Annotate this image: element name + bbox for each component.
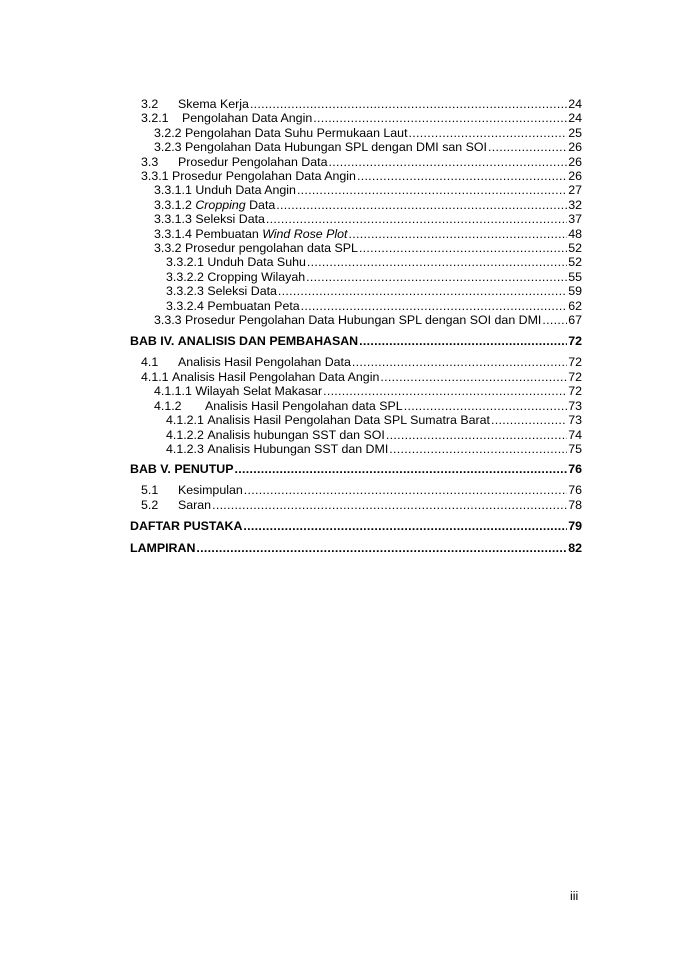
toc-entry-page: 27 bbox=[568, 183, 582, 197]
toc-title-segment: Prosedur Pengolahan Data Angin bbox=[172, 169, 356, 183]
dot-leader bbox=[313, 111, 567, 126]
toc-entry-title bbox=[207, 299, 299, 314]
toc-entry-page: 76 bbox=[568, 483, 582, 497]
toc-entry[interactable] bbox=[141, 155, 582, 170]
dot-leader bbox=[491, 413, 567, 428]
toc-entry-number: 5.2 bbox=[141, 498, 159, 512]
toc-entry[interactable] bbox=[154, 399, 582, 414]
page-number: iii bbox=[570, 889, 579, 903]
toc-entry-title bbox=[195, 198, 275, 213]
toc-entry-page: 72 bbox=[568, 370, 582, 384]
toc-entry-number: 4.1.2.3 bbox=[166, 442, 204, 456]
toc-entry-page: 82 bbox=[568, 541, 582, 555]
toc-entry-title bbox=[172, 169, 356, 184]
toc-entry-title bbox=[195, 227, 347, 242]
toc-title-segment: Skema Kerja bbox=[178, 97, 249, 111]
toc-title-segment: Data bbox=[245, 198, 276, 212]
toc-entry-page: 72 bbox=[568, 384, 582, 398]
toc-entry-title bbox=[178, 483, 243, 498]
toc-entry-page: 24 bbox=[568, 111, 582, 125]
dot-leader bbox=[386, 428, 567, 443]
toc-entry-number: 3.2 bbox=[141, 97, 159, 111]
toc-entry-number: BAB IV. bbox=[130, 334, 175, 348]
dot-leader bbox=[250, 97, 567, 112]
toc-title-segment: Unduh Data Angin bbox=[195, 183, 296, 197]
dot-leader bbox=[328, 155, 567, 170]
toc-entry[interactable] bbox=[154, 227, 582, 242]
toc-entry[interactable] bbox=[154, 241, 582, 256]
toc-entry[interactable] bbox=[154, 384, 582, 399]
toc-entry-number: 3.3 bbox=[141, 155, 159, 169]
toc-entry-number: 4.1.1.1 bbox=[154, 384, 192, 398]
toc-entry-page: 73 bbox=[568, 399, 582, 413]
toc-entry-page: 52 bbox=[568, 241, 582, 255]
toc-entry-page: 52 bbox=[568, 255, 582, 269]
toc-entry-title bbox=[178, 97, 249, 112]
dot-leader bbox=[306, 270, 567, 285]
toc-entry[interactable] bbox=[154, 126, 582, 141]
toc-title-segment: Unduh Data Suhu bbox=[207, 255, 306, 269]
dot-leader bbox=[266, 212, 567, 227]
dot-leader bbox=[488, 140, 567, 155]
toc-entry-page: 48 bbox=[568, 227, 582, 241]
toc-entry[interactable] bbox=[141, 355, 582, 370]
toc-title-segment: Wind Rose Plot bbox=[262, 227, 348, 241]
toc-title-segment: Pembuatan bbox=[195, 227, 263, 241]
toc-entry-page: 72 bbox=[568, 334, 582, 348]
toc-entry[interactable] bbox=[166, 270, 582, 285]
toc-entry-title bbox=[185, 241, 358, 256]
toc-entry-title bbox=[178, 334, 358, 349]
toc-entry-number: 4.1.2.2 bbox=[166, 428, 204, 442]
toc-entry-page: 26 bbox=[568, 169, 582, 183]
toc-entry-title bbox=[185, 313, 541, 328]
dot-leader bbox=[542, 313, 567, 328]
toc-entry-page: 79 bbox=[568, 519, 582, 533]
dot-leader bbox=[278, 284, 567, 299]
dot-leader bbox=[196, 541, 567, 556]
toc-title-segment: Cropping bbox=[195, 198, 246, 212]
toc-entry-title bbox=[172, 370, 379, 385]
toc-title-segment: Pengolahan Data Hubungan SPL dengan DMI san SOI bbox=[185, 140, 487, 154]
toc-entry-title bbox=[178, 355, 351, 370]
toc-entry[interactable] bbox=[141, 370, 582, 385]
toc-entry-title bbox=[207, 428, 385, 443]
toc-entry-number: BAB V. bbox=[130, 462, 171, 476]
toc-entry-page: 37 bbox=[568, 212, 582, 226]
toc-title-segment: Analisis Hasil Pengolahan Data SPL Sumatra Barat bbox=[207, 413, 490, 427]
toc-title-segment: DAFTAR PUSTAKA bbox=[130, 519, 243, 533]
toc-entry-page: 26 bbox=[568, 155, 582, 169]
toc-entry-number: 3.3.3 bbox=[154, 313, 182, 327]
toc-entry[interactable] bbox=[130, 519, 582, 534]
toc-entry-page: 72 bbox=[568, 355, 582, 369]
toc-entry[interactable] bbox=[154, 313, 582, 328]
dot-leader bbox=[297, 183, 567, 198]
toc-entry[interactable] bbox=[141, 169, 582, 184]
dot-leader bbox=[276, 198, 567, 213]
toc-entry-page: 32 bbox=[568, 198, 582, 212]
dot-leader bbox=[357, 169, 567, 184]
toc-entry-number: 4.1.1 bbox=[141, 370, 169, 384]
dot-leader bbox=[352, 355, 567, 370]
toc-entry-number: 5.1 bbox=[141, 483, 159, 497]
toc-entry-number: 3.2.2 bbox=[154, 126, 182, 140]
toc-entry[interactable] bbox=[166, 299, 582, 314]
toc-entry[interactable] bbox=[154, 212, 582, 227]
toc-entry-number: 3.3.1.2 bbox=[154, 198, 192, 212]
dot-leader bbox=[389, 442, 567, 457]
toc-entry-page: 73 bbox=[568, 413, 582, 427]
toc-entry[interactable] bbox=[166, 284, 582, 299]
toc-entry-page: 26 bbox=[568, 140, 582, 154]
toc-entry-page: 55 bbox=[568, 270, 582, 284]
toc-entry-page: 74 bbox=[568, 428, 582, 442]
toc-entry[interactable] bbox=[154, 198, 582, 213]
dot-leader bbox=[348, 227, 567, 242]
toc-entry[interactable] bbox=[166, 442, 582, 457]
toc-title-segment: Analisis Hasil Pengolahan Data Angin bbox=[172, 370, 380, 384]
dot-leader bbox=[359, 241, 567, 256]
toc-entry-title bbox=[195, 384, 322, 399]
dot-leader bbox=[243, 519, 567, 534]
toc-title-segment: Seleksi Data bbox=[207, 284, 277, 298]
toc-entry-title bbox=[195, 212, 265, 227]
toc-entry-number: 3.3.1 bbox=[141, 169, 169, 183]
dot-leader bbox=[380, 370, 567, 385]
dot-leader bbox=[359, 334, 567, 349]
toc-entry-title bbox=[182, 111, 312, 126]
toc-entry[interactable] bbox=[166, 255, 582, 270]
toc-entry-title bbox=[207, 442, 388, 457]
toc-entry[interactable] bbox=[141, 498, 582, 513]
dot-leader bbox=[409, 126, 568, 141]
toc-entry-page: 62 bbox=[568, 299, 582, 313]
toc-title-segment: Prosedur Pengolahan Data bbox=[178, 155, 328, 169]
dot-leader bbox=[244, 483, 567, 498]
toc-title-segment: ANALISIS DAN PEMBAHASAN bbox=[177, 334, 359, 348]
toc-title-segment: Pembuatan Peta bbox=[207, 299, 300, 313]
toc-entry[interactable] bbox=[166, 428, 582, 443]
toc-entry-title bbox=[207, 255, 306, 270]
toc-entry-page: 75 bbox=[568, 442, 582, 456]
toc-entry-title bbox=[195, 183, 296, 198]
dot-leader bbox=[301, 299, 568, 314]
toc-entry-page: 78 bbox=[568, 498, 582, 512]
toc-title-segment: Prosedur Pengolahan Data Hubungan SPL dengan SOI dan DMI bbox=[185, 313, 542, 327]
toc-entry-title bbox=[178, 155, 327, 170]
toc-title-segment: Seleksi Data bbox=[195, 212, 265, 226]
toc-entry[interactable] bbox=[166, 413, 582, 428]
toc-entry[interactable] bbox=[141, 483, 582, 498]
toc-entry-title bbox=[130, 519, 242, 534]
toc-entry-number: 3.3.1.1 bbox=[154, 183, 192, 197]
toc-title-segment: Pengolahan Data Suhu Permukaan Laut bbox=[185, 126, 408, 140]
toc-title-segment: Analisis Hasil Pengolahan data SPL bbox=[205, 399, 403, 413]
toc-entry-page: 25 bbox=[568, 126, 582, 140]
toc-entry[interactable] bbox=[130, 541, 582, 556]
toc-entry-number: 3.2.1 bbox=[141, 111, 169, 125]
toc-entry-number: 3.3.2.4 bbox=[166, 299, 204, 313]
toc-entry-number: 3.2.3 bbox=[154, 140, 182, 154]
toc-entry-number: 3.3.2 bbox=[154, 241, 182, 255]
toc-entry-number: 3.3.1.3 bbox=[154, 212, 192, 226]
toc-entry-number: 4.1.2.1 bbox=[166, 413, 204, 427]
toc-title-segment: Saran bbox=[178, 498, 212, 512]
toc-title-segment: Analisis Hubungan SST dan DMI bbox=[207, 442, 389, 456]
toc-title-segment: Kesimpulan bbox=[178, 483, 243, 497]
toc-entry-title bbox=[185, 126, 408, 141]
toc-entry-title bbox=[205, 399, 403, 414]
toc-entry-title bbox=[174, 462, 233, 477]
toc-entry-number: 3.3.1.4 bbox=[154, 227, 192, 241]
toc-title-segment: Pengolahan Data Angin bbox=[182, 111, 313, 125]
dot-leader bbox=[404, 399, 568, 414]
toc-entry-title bbox=[130, 541, 195, 556]
toc-title-segment: PENUTUP bbox=[174, 462, 234, 476]
toc-entry-page: 76 bbox=[568, 462, 582, 476]
toc-entry-number: 4.1.2 bbox=[154, 399, 182, 413]
dot-leader bbox=[323, 384, 567, 399]
toc-entry-number: 3.3.2.2 bbox=[166, 270, 204, 284]
toc-title-segment: LAMPIRAN bbox=[130, 541, 196, 555]
toc-entry[interactable] bbox=[141, 97, 582, 112]
toc-entry-title bbox=[207, 413, 490, 428]
toc-entry[interactable] bbox=[154, 140, 582, 155]
toc-entry-page: 24 bbox=[568, 97, 582, 111]
toc-entry-title bbox=[185, 140, 487, 155]
toc-title-segment: Analisis hubungan SST dan SOI bbox=[207, 428, 385, 442]
toc-entry-number: 3.3.2.3 bbox=[166, 284, 204, 298]
dot-leader bbox=[212, 498, 567, 513]
toc-entry-number: 3.3.2.1 bbox=[166, 255, 204, 269]
toc-title-segment: Analisis Hasil Pengolahan Data bbox=[178, 355, 351, 369]
toc-entry-title bbox=[178, 498, 211, 513]
toc-entry[interactable] bbox=[130, 334, 582, 349]
toc-title-segment: Wilayah Selat Makasar bbox=[195, 384, 323, 398]
toc-entry-title bbox=[207, 270, 305, 285]
toc-entry[interactable] bbox=[130, 462, 582, 477]
toc-entry-page: 59 bbox=[568, 284, 582, 298]
toc-entry-page: 67 bbox=[568, 313, 582, 327]
toc-entry[interactable] bbox=[141, 111, 582, 126]
toc-title-segment: Cropping Wilayah bbox=[207, 270, 306, 284]
toc-entry[interactable] bbox=[154, 183, 582, 198]
toc-entry-title bbox=[207, 284, 277, 299]
dot-leader bbox=[307, 255, 567, 270]
dot-leader bbox=[235, 462, 568, 477]
toc-title-segment: Prosedur pengolahan data SPL bbox=[185, 241, 358, 255]
toc-entry-number: 4.1 bbox=[141, 355, 159, 369]
